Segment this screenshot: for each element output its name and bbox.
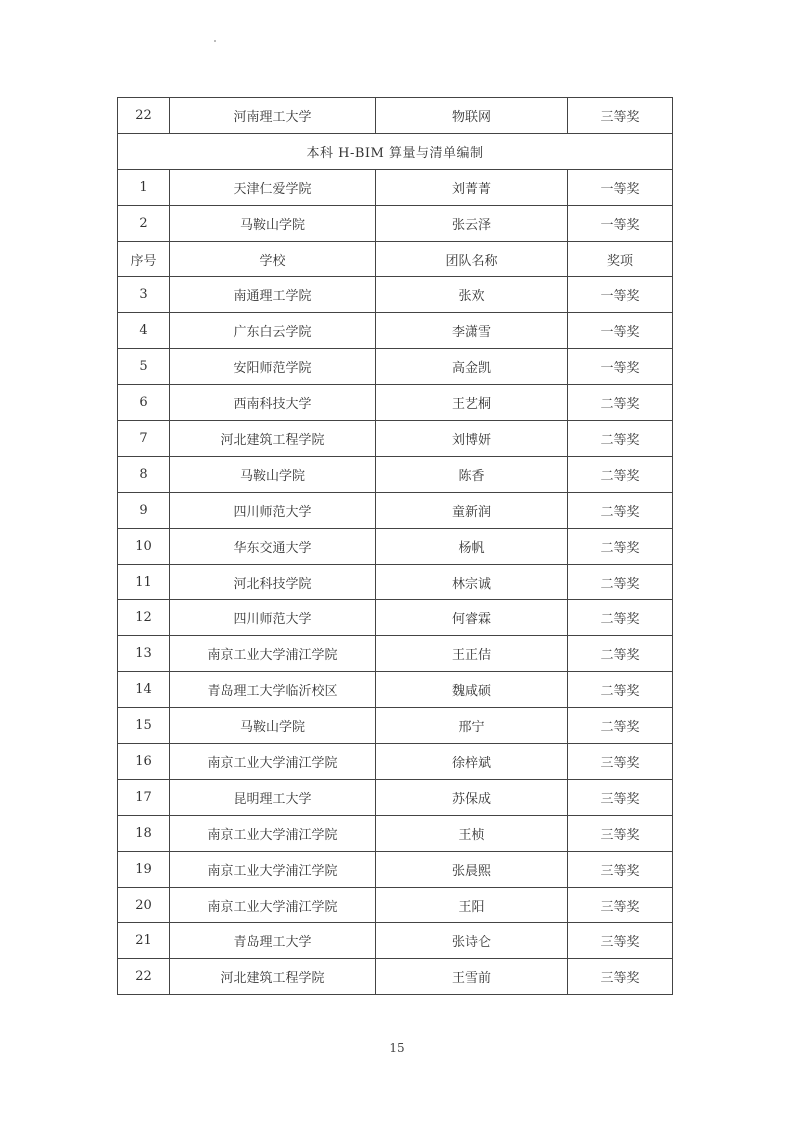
cell-team-name: 陈香 bbox=[376, 456, 568, 492]
cell-school: 广东白云学院 bbox=[170, 313, 376, 349]
cell-award: 二等奖 bbox=[568, 456, 673, 492]
cell-serial-number: 14 bbox=[118, 672, 170, 708]
cell-school: 华东交通大学 bbox=[170, 528, 376, 564]
cell-award: 二等奖 bbox=[568, 385, 673, 421]
cell-team-name: 张诗仑 bbox=[376, 923, 568, 959]
header-award: 奖项 bbox=[568, 241, 673, 277]
cell-team-name: 徐梓斌 bbox=[376, 744, 568, 780]
cell-school: 青岛理工大学临沂校区 bbox=[170, 672, 376, 708]
table-row bbox=[118, 779, 673, 815]
header-team-name: 团队名称 bbox=[376, 241, 568, 277]
table-row bbox=[118, 349, 673, 385]
table-row bbox=[118, 564, 673, 600]
cell-serial-number: 11 bbox=[118, 564, 170, 600]
cell-award: 三等奖 bbox=[568, 815, 673, 851]
table-row bbox=[118, 851, 673, 887]
cell-serial-number: 4 bbox=[118, 313, 170, 349]
cell-award: 三等奖 bbox=[568, 887, 673, 923]
cell-serial-number: 16 bbox=[118, 744, 170, 780]
cell-team-name: 李潇雪 bbox=[376, 313, 568, 349]
table-row bbox=[118, 708, 673, 744]
section-title-row bbox=[118, 133, 673, 169]
cell-team-name: 物联网 bbox=[376, 98, 568, 134]
cell-award: 三等奖 bbox=[568, 851, 673, 887]
cell-award: 三等奖 bbox=[568, 923, 673, 959]
table-row bbox=[118, 672, 673, 708]
cell-school: 河北建筑工程学院 bbox=[170, 421, 376, 457]
cell-serial-number: 21 bbox=[118, 923, 170, 959]
cell-team-name: 邢宁 bbox=[376, 708, 568, 744]
cell-award: 三等奖 bbox=[568, 779, 673, 815]
cell-serial-number: 22 bbox=[118, 959, 170, 995]
cell-team-name: 王雪前 bbox=[376, 959, 568, 995]
cell-award: 一等奖 bbox=[568, 349, 673, 385]
cell-team-name: 张云泽 bbox=[376, 205, 568, 241]
table-row bbox=[118, 887, 673, 923]
cell-school: 马鞍山学院 bbox=[170, 456, 376, 492]
cell-award: 二等奖 bbox=[568, 564, 673, 600]
table-row bbox=[118, 600, 673, 636]
cell-school: 天津仁爱学院 bbox=[170, 169, 376, 205]
table-row bbox=[118, 421, 673, 457]
cell-serial-number: 10 bbox=[118, 528, 170, 564]
page-number: 15 bbox=[389, 1041, 405, 1055]
table-row bbox=[118, 313, 673, 349]
header-school: 学校 bbox=[170, 241, 376, 277]
cell-award: 一等奖 bbox=[568, 169, 673, 205]
table-row bbox=[118, 959, 673, 995]
table-header-row bbox=[118, 241, 673, 277]
header-serial-number: 序号 bbox=[118, 241, 170, 277]
cell-serial-number: 12 bbox=[118, 600, 170, 636]
cell-serial-number: 18 bbox=[118, 815, 170, 851]
cell-serial-number: 8 bbox=[118, 456, 170, 492]
cell-team-name: 王阳 bbox=[376, 887, 568, 923]
cell-award: 二等奖 bbox=[568, 708, 673, 744]
cell-award: 二等奖 bbox=[568, 492, 673, 528]
cell-school: 马鞍山学院 bbox=[170, 708, 376, 744]
cell-team-name: 张晨熙 bbox=[376, 851, 568, 887]
cell-serial-number: 2 bbox=[118, 205, 170, 241]
cell-school: 安阳师范学院 bbox=[170, 349, 376, 385]
cell-team-name: 张欢 bbox=[376, 277, 568, 313]
cell-serial-number: 17 bbox=[118, 779, 170, 815]
cell-serial-number: 20 bbox=[118, 887, 170, 923]
table-row bbox=[118, 636, 673, 672]
cell-team-name: 魏咸硕 bbox=[376, 672, 568, 708]
cell-school: 南京工业大学浦江学院 bbox=[170, 851, 376, 887]
cell-award: 二等奖 bbox=[568, 528, 673, 564]
cell-serial-number: 15 bbox=[118, 708, 170, 744]
cell-school: 西南科技大学 bbox=[170, 385, 376, 421]
table-row bbox=[118, 744, 673, 780]
awards-table-body bbox=[118, 98, 673, 995]
cell-team-name: 林宗诚 bbox=[376, 564, 568, 600]
cell-team-name: 高金凯 bbox=[376, 349, 568, 385]
table-row bbox=[118, 205, 673, 241]
scan-mark bbox=[214, 40, 216, 42]
table-row bbox=[118, 528, 673, 564]
table-row bbox=[118, 456, 673, 492]
cell-team-name: 苏保成 bbox=[376, 779, 568, 815]
awards-table bbox=[117, 97, 673, 995]
cell-award: 二等奖 bbox=[568, 600, 673, 636]
cell-school: 南通理工学院 bbox=[170, 277, 376, 313]
cell-team-name: 王桢 bbox=[376, 815, 568, 851]
cell-school: 青岛理工大学 bbox=[170, 923, 376, 959]
cell-serial-number: 9 bbox=[118, 492, 170, 528]
cell-team-name: 王正佶 bbox=[376, 636, 568, 672]
cell-school: 昆明理工大学 bbox=[170, 779, 376, 815]
cell-school: 南京工业大学浦江学院 bbox=[170, 887, 376, 923]
cell-serial-number: 19 bbox=[118, 851, 170, 887]
section-title: 本科 H-BIM 算量与清单编制 bbox=[118, 133, 673, 169]
cell-school: 南京工业大学浦江学院 bbox=[170, 815, 376, 851]
cell-team-name: 杨帆 bbox=[376, 528, 568, 564]
cell-serial-number: 22 bbox=[118, 98, 170, 134]
cell-serial-number: 7 bbox=[118, 421, 170, 457]
cell-serial-number: 5 bbox=[118, 349, 170, 385]
cell-award: 二等奖 bbox=[568, 421, 673, 457]
cell-award: 三等奖 bbox=[568, 744, 673, 780]
cell-team-name: 刘菁菁 bbox=[376, 169, 568, 205]
cell-school: 南京工业大学浦江学院 bbox=[170, 744, 376, 780]
cell-serial-number: 3 bbox=[118, 277, 170, 313]
cell-serial-number: 1 bbox=[118, 169, 170, 205]
cell-school: 河北科技学院 bbox=[170, 564, 376, 600]
cell-team-name: 刘博妍 bbox=[376, 421, 568, 457]
cell-serial-number: 6 bbox=[118, 385, 170, 421]
cell-award: 二等奖 bbox=[568, 672, 673, 708]
cell-award: 一等奖 bbox=[568, 313, 673, 349]
cell-award: 三等奖 bbox=[568, 98, 673, 134]
table-row bbox=[118, 815, 673, 851]
table-row bbox=[118, 277, 673, 313]
cell-team-name: 何睿霖 bbox=[376, 600, 568, 636]
cell-team-name: 王艺桐 bbox=[376, 385, 568, 421]
cell-school: 河北建筑工程学院 bbox=[170, 959, 376, 995]
cell-school: 四川师范大学 bbox=[170, 600, 376, 636]
table-row bbox=[118, 385, 673, 421]
table-row bbox=[118, 923, 673, 959]
cell-award: 一等奖 bbox=[568, 277, 673, 313]
cell-school: 南京工业大学浦江学院 bbox=[170, 636, 376, 672]
cell-serial-number: 13 bbox=[118, 636, 170, 672]
cell-award: 三等奖 bbox=[568, 959, 673, 995]
cell-school: 河南理工大学 bbox=[170, 98, 376, 134]
cell-award: 一等奖 bbox=[568, 205, 673, 241]
cell-team-name: 童新润 bbox=[376, 492, 568, 528]
table-row bbox=[118, 169, 673, 205]
cell-award: 二等奖 bbox=[568, 636, 673, 672]
table-row bbox=[118, 492, 673, 528]
cell-school: 四川师范大学 bbox=[170, 492, 376, 528]
table-row bbox=[118, 98, 673, 134]
cell-school: 马鞍山学院 bbox=[170, 205, 376, 241]
